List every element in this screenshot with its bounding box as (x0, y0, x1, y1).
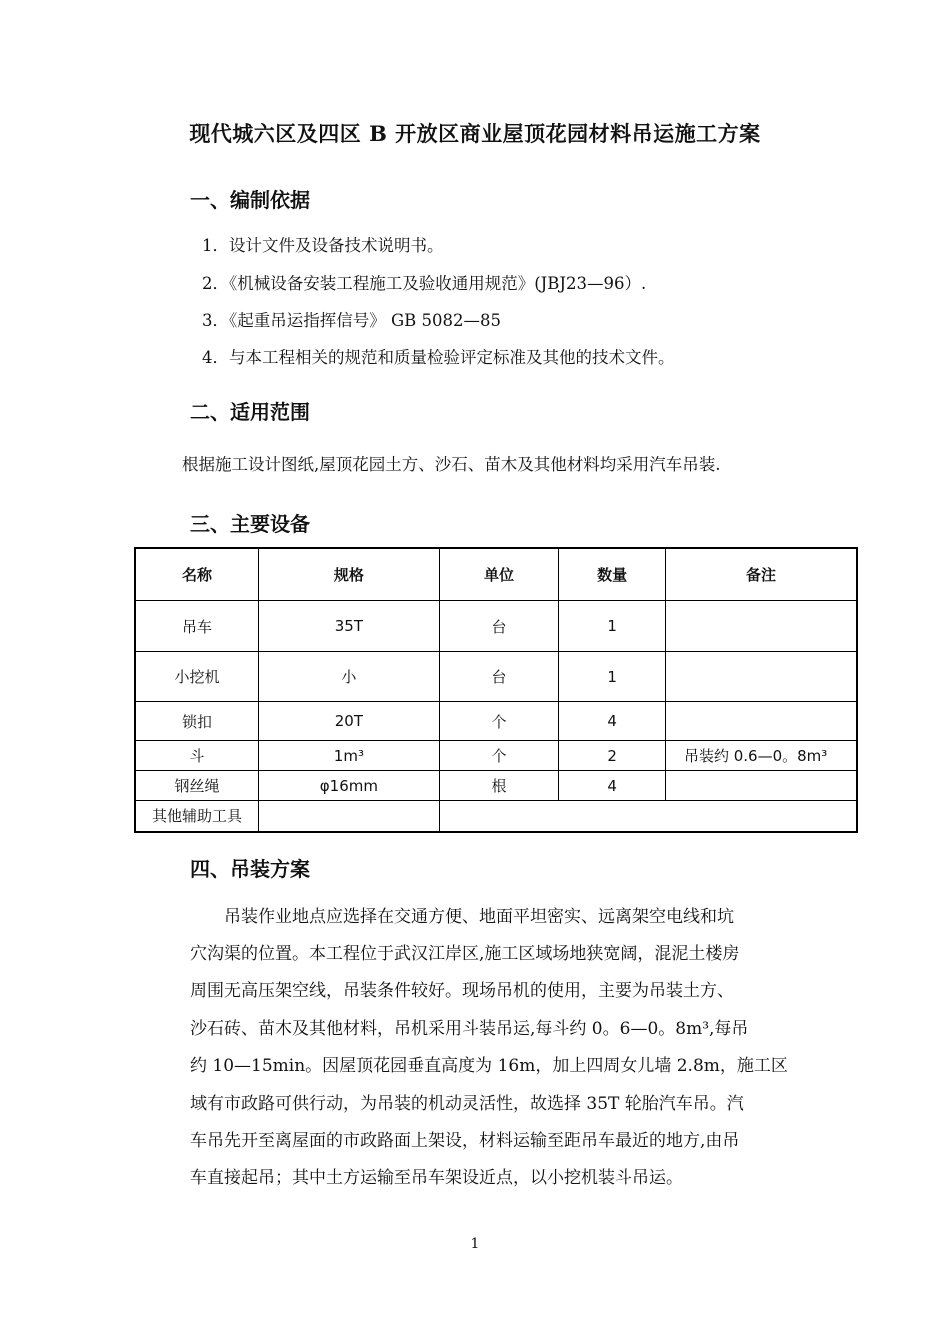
plan-line: 吊装作业地点应选择在交通方便、地面平坦密实、远离架空电线和坑 (190, 907, 734, 927)
header-name: 名称 (135, 548, 259, 601)
cell-unit: 个 (439, 702, 559, 741)
cell-name: 其他辅助工具 (135, 801, 259, 832)
basis-item-4: 4．与本工程相关的规范和质量检验评定标准及其他的技术文件。 (202, 348, 675, 367)
section-heading-lifting-plan: 四、吊装方案 (190, 857, 310, 881)
cell-quantity: 2 (559, 741, 666, 771)
table-row (135, 652, 857, 702)
cell-unit: 台 (439, 601, 559, 652)
plan-line: 车直接起吊；其中土方运输至吊车架设近点，以小挖机装斗吊运。 (190, 1168, 683, 1188)
cell-name: 小挖机 (135, 652, 259, 702)
cell-remark (665, 771, 857, 801)
cell-merged (439, 801, 857, 832)
cell-name: 钢丝绳 (135, 771, 259, 801)
cell-spec: 20T (259, 702, 440, 741)
cell-spec: 小 (259, 652, 440, 702)
cell-spec: φ16mm (259, 771, 440, 801)
table-row (135, 741, 857, 771)
cell-remark (665, 652, 857, 702)
header-quantity: 数量 (559, 548, 666, 601)
plan-line: 沙石砖、苗木及其他材料，吊机采用斗装吊运,每斗约 0。6—0。8m³,每吊 (190, 1019, 749, 1039)
header-spec: 规格 (259, 548, 440, 601)
equipment-table (134, 547, 858, 833)
basis-item-3: 3．《起重吊运指挥信号》 GB 5082—85 (202, 311, 502, 330)
cell-quantity: 1 (559, 652, 666, 702)
table-row (135, 771, 857, 801)
plan-line: 域有市政路可供行动，为吊装的机动灵活性，故选择 35T 轮胎汽车吊。汽 (190, 1094, 744, 1114)
cell-name: 斗 (135, 741, 259, 771)
table-row (135, 801, 857, 832)
table-row (135, 601, 857, 652)
cell-quantity: 1 (559, 601, 666, 652)
cell-quantity: 4 (559, 771, 666, 801)
cell-unit: 个 (439, 741, 559, 771)
plan-line: 约 10—15min。因屋顶花园垂直高度为 16m，加上四周女儿墙 2.8m，施工区 (190, 1056, 788, 1076)
cell-name: 锁扣 (135, 702, 259, 741)
cell-spec: 1m³ (259, 741, 440, 771)
cell-unit: 台 (439, 652, 559, 702)
plan-line: 穴沟渠的位置。本工程位于武汉江岸区,施工区域场地狭宽阔，混泥土楼房 (190, 944, 740, 964)
header-unit: 单位 (439, 548, 559, 601)
page-number: 1 (470, 1236, 480, 1252)
cell-remark (665, 601, 857, 652)
cell-remark (665, 702, 857, 741)
table-header-row (135, 548, 857, 601)
cell-spec: 35T (259, 601, 440, 652)
section-heading-equipment: 三、主要设备 (190, 512, 310, 536)
cell-spec (259, 801, 440, 832)
basis-item-1: 1．设计文件及设备技术说明书。 (202, 236, 444, 255)
basis-item-2: 2．《机械设备安装工程施工及验收通用规范》(JBJ23—96）. (202, 274, 647, 293)
cell-quantity: 4 (559, 702, 666, 741)
table-row (135, 702, 857, 741)
document-title: 现代城六区及四区 B 开放区商业屋顶花园材料吊运施工方案 (189, 121, 761, 146)
header-remark: 备注 (665, 548, 857, 601)
cell-unit: 根 (439, 771, 559, 801)
cell-name: 吊车 (135, 601, 259, 652)
cell-remark: 吊装约 0.6—0。8m³ (665, 741, 857, 771)
section-heading-scope: 二、适用范围 (190, 400, 310, 424)
plan-line: 周围无高压架空线，吊装条件较好。现场吊机的使用，主要为吊装土方、 (190, 981, 734, 1001)
plan-line: 车吊先开至离屋面的市政路面上架设，材料运输至距吊车最近的地方,由吊 (190, 1131, 740, 1151)
scope-text: 根据施工设计图纸,屋顶花园土方、沙石、苗木及其他材料均采用汽车吊装. (182, 455, 721, 474)
section-heading-basis: 一、编制依据 (190, 188, 310, 212)
